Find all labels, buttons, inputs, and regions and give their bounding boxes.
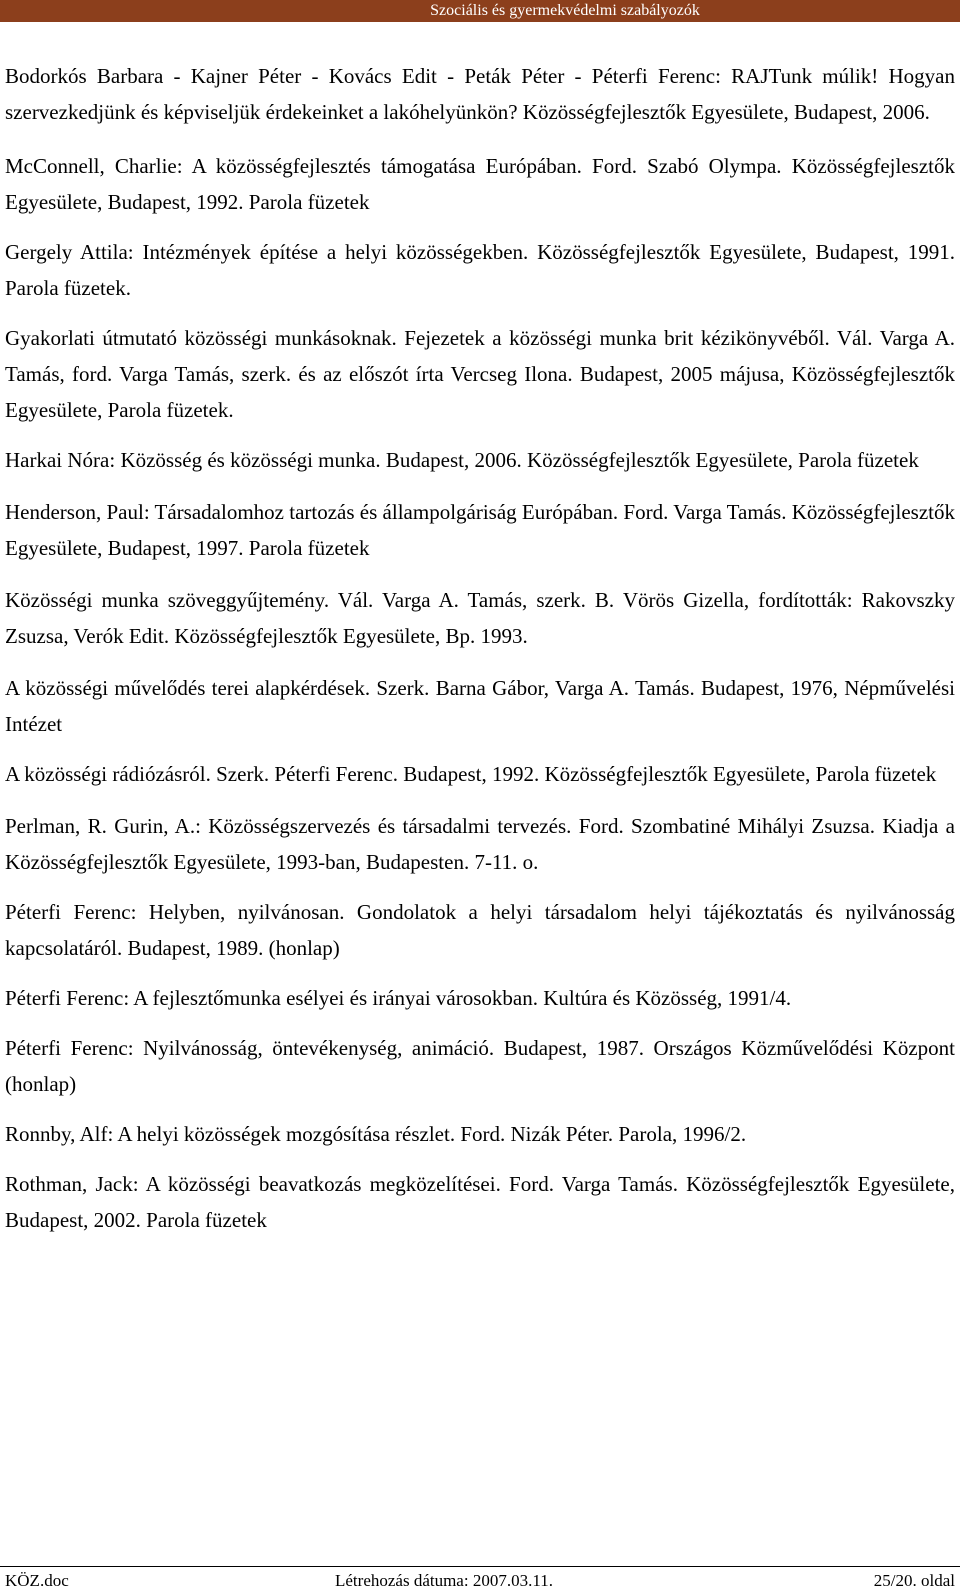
reference-entry: Péterfi Ferenc: Helyben, nyilvánosan. Gondolatok a helyi társadalom helyi tájékoztatás és nyilvánosság kapcsolatáról. Budapest, 1989. (honlap): [5, 900, 955, 960]
reference-entry: Rothman, Jack: A közösségi beavatkozás megközelítései. Ford. Varga Tamás. Közösségfejlesztők Egyesülete, Budapest, 2002. Parola füzetek: [5, 1172, 955, 1232]
reference-entry: McConnell, Charlie: A közösségfejlesztés támogatása Európában. Ford. Szabó Olympa. Közösségfejlesztők Egyesülete, Budapest, 1992. Parola füzetek: [5, 154, 955, 214]
reference-list: [5, 58, 955, 1238]
reference-entry: Perlman, R. Gurin, A.: Közösségszervezés és társadalmi tervezés. Ford. Szombatiné Mihályi Zsuzsa. Kiadja a Közösségfejlesztők Egyesülete, 1993-ban, Budapesten. 7-11. o.: [5, 814, 955, 874]
reference-entry: Bodorkós Barbara - Kajner Péter - Kovács Edit - Peták Péter - Péterfi Ferenc: RAJTunk múlik! Hogyan szervezkedjünk és képviseljük érdekeinket a lakóhelyünkön? Közösségfejlesztők Egyesülete, Budapest, 2006.: [5, 64, 955, 124]
reference-entry: Közösségi munka szöveggyűjtemény. Vál. Varga A. Tamás, szerk. B. Vörös Gizella, fordították: Rakovszky Zsuzsa, Verók Edit. Közösségfejlesztők Egyesülete, Bp. 1993.: [5, 588, 955, 648]
reference-entry: Henderson, Paul: Társadalomhoz tartozás és állampolgáriság Európában. Ford. Varga Tamás. Közösségfejlesztők Egyesülete, Budapest, 1997. Parola füzetek: [5, 500, 955, 560]
reference-entry: Péterfi Ferenc: A fejlesztőmunka esélyei és irányai városokban. Kultúra és Közösség, 1991/4.: [5, 986, 792, 1010]
footer-created-date: Létrehozás dátuma: 2007.03.11.: [335, 1571, 553, 1590]
reference-entry: A közösségi művelődés terei alapkérdések. Szerk. Barna Gábor, Varga A. Tamás. Budapest, 1976, Népművelési Intézet: [5, 676, 955, 736]
footer-page-number: 25/20. oldal: [873, 1571, 955, 1590]
page-footer: [0, 1566, 960, 1594]
reference-entry: Ronnby, Alf: A helyi közösségek mozgósítása részlet. Ford. Nizák Péter. Parola, 1996/2.: [5, 1122, 747, 1146]
reference-entry: Péterfi Ferenc: Nyilvánosság, öntevékenység, animáció. Budapest, 1987. Országos Közművelődési Központ (honlap): [5, 1036, 955, 1096]
reference-entry: Gergely Attila: Intézmények építése a helyi közösségekben. Közösségfejlesztők Egyesülete, Budapest, 1991. Parola füzetek.: [5, 240, 955, 300]
reference-entry: Gyakorlati útmutató közösségi munkásoknak. Fejezetek a közösségi munka brit kézikönyvéből. Vál. Varga A. Tamás, ford. Varga Tamás, szerk. és az előszót írta Vercseg Ilona. Budapest, 2005 májusa, Közösségfejlesztők Egyesülete, Parola füzetek.: [5, 326, 955, 422]
header-title: Szociális és gyermekvédelmi szabályozók: [430, 2, 700, 19]
footer-filename: KÖZ.doc: [5, 1571, 69, 1590]
reference-entry: A közösségi rádiózásról. Szerk. Péterfi Ferenc. Budapest, 1992. Közösségfejlesztők Egyesülete, Parola füzetek: [5, 762, 937, 786]
reference-entry: Harkai Nóra: Közösség és közösségi munka. Budapest, 2006. Közösségfejlesztők Egyesülete, Parola füzetek: [5, 448, 919, 472]
page-header: [0, 0, 960, 22]
